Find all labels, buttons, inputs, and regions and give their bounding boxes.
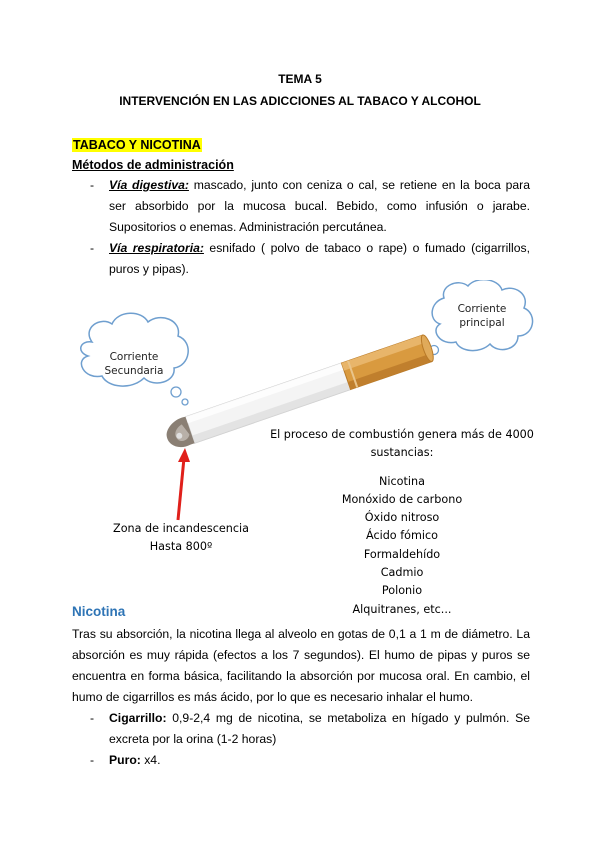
text-line: Supositorios o enemas. Administración percutánea.: [109, 220, 387, 234]
cloud-right-line: Corriente: [457, 303, 507, 315]
text-line: ser absorbido por la mucosa bucal. Bebido, como infusión o jarabe.: [109, 199, 530, 213]
list-item-puro: [109, 750, 530, 771]
term: Vía respiratoria:: [109, 241, 204, 255]
text-line: x4.: [140, 753, 161, 767]
text-line: 0,9-2,4 mg de nicotina, se metaboliza en hígado y pulmón. Se: [166, 711, 530, 725]
substance-item: Cadmio: [380, 566, 424, 580]
substance-item: Monóxido de carbono: [341, 492, 463, 506]
page-title: INTERVENCIÓN EN LAS ADICCIONES AL TABACO Y ALCOHOL: [119, 94, 481, 108]
text-line: Tras su absorción, la nicotina llega al alveolo en gotas de 0,1 a 1 m de diámetro. La: [72, 627, 530, 641]
combustion-block: [264, 426, 540, 619]
cloud-left-line: Secundaria: [104, 365, 164, 377]
term: Cigarrillo:: [109, 711, 167, 725]
cloud-right-line: principal: [459, 317, 505, 329]
nicotina-paragraph: [72, 624, 530, 708]
substance-item: Polonio: [381, 584, 423, 598]
text-line: mascado, junto con ceniza o cal, se retiene en la boca para: [188, 178, 530, 192]
substance-item: Alquitranes, etc...: [352, 602, 452, 616]
zone-label: [96, 520, 266, 557]
substance-item: Óxido nitroso: [364, 511, 440, 525]
list-item-respiratoria: [109, 238, 530, 280]
arrow-head: [178, 448, 190, 462]
text-line: esnifado ( polvo de tabaco o rape) o fumado (cigarrillos,: [203, 241, 530, 255]
cigarette-figure: [0, 280, 600, 616]
section-heading-nicotina: Nicotina: [72, 604, 126, 619]
term: Vía digestiva:: [109, 178, 189, 192]
heading-tabaco: TABACO Y NICOTINA: [73, 138, 201, 152]
text-line: humo de cigarrillos es más ácido, por lo que es necesario inhalar el humo.: [72, 690, 474, 704]
bullet: -: [90, 711, 95, 725]
list-item-cigarrillo: [109, 708, 530, 750]
combustion-heading: sustancias:: [370, 446, 434, 460]
list-item-digestiva: [109, 175, 530, 238]
cloud-left-line: Corriente: [109, 351, 159, 363]
text-line: encuentra en forma básica, facilitando la absorción por mucosa oral. En cambio, el: [72, 669, 530, 683]
nicotina-list: [0, 708, 600, 778]
text-line: excreta por la orina (1-2 horas): [109, 732, 277, 746]
bullet: -: [90, 241, 95, 255]
substance-item: Ácido fómico: [365, 529, 438, 543]
cloud-right-label: [440, 302, 524, 330]
bullet: -: [90, 753, 95, 767]
section-heading: [72, 136, 202, 154]
subheading-metodos: Métodos de administración: [72, 158, 234, 172]
topic-title: TEMA 5: [278, 72, 322, 86]
bullet: -: [90, 178, 95, 192]
subheading: [72, 156, 234, 174]
arrow-line: [178, 458, 184, 520]
cloud-left-label: [90, 350, 178, 378]
zone-line: Zona de incandescencia: [113, 522, 249, 535]
admin-list: [0, 175, 600, 285]
zone-line: Hasta 800º: [149, 540, 213, 554]
text-line: absorción es muy rápida (efectos a los 7 segundos). El humo de pipas y puros se: [72, 648, 530, 662]
combustion-heading: El proceso de combustión genera más de 4000: [270, 428, 534, 441]
substance-item: Nicotina: [379, 474, 425, 488]
term: Puro:: [109, 753, 141, 767]
text-line: puros y pipas).: [109, 262, 189, 276]
substance-item: Formaldehído: [363, 547, 441, 561]
